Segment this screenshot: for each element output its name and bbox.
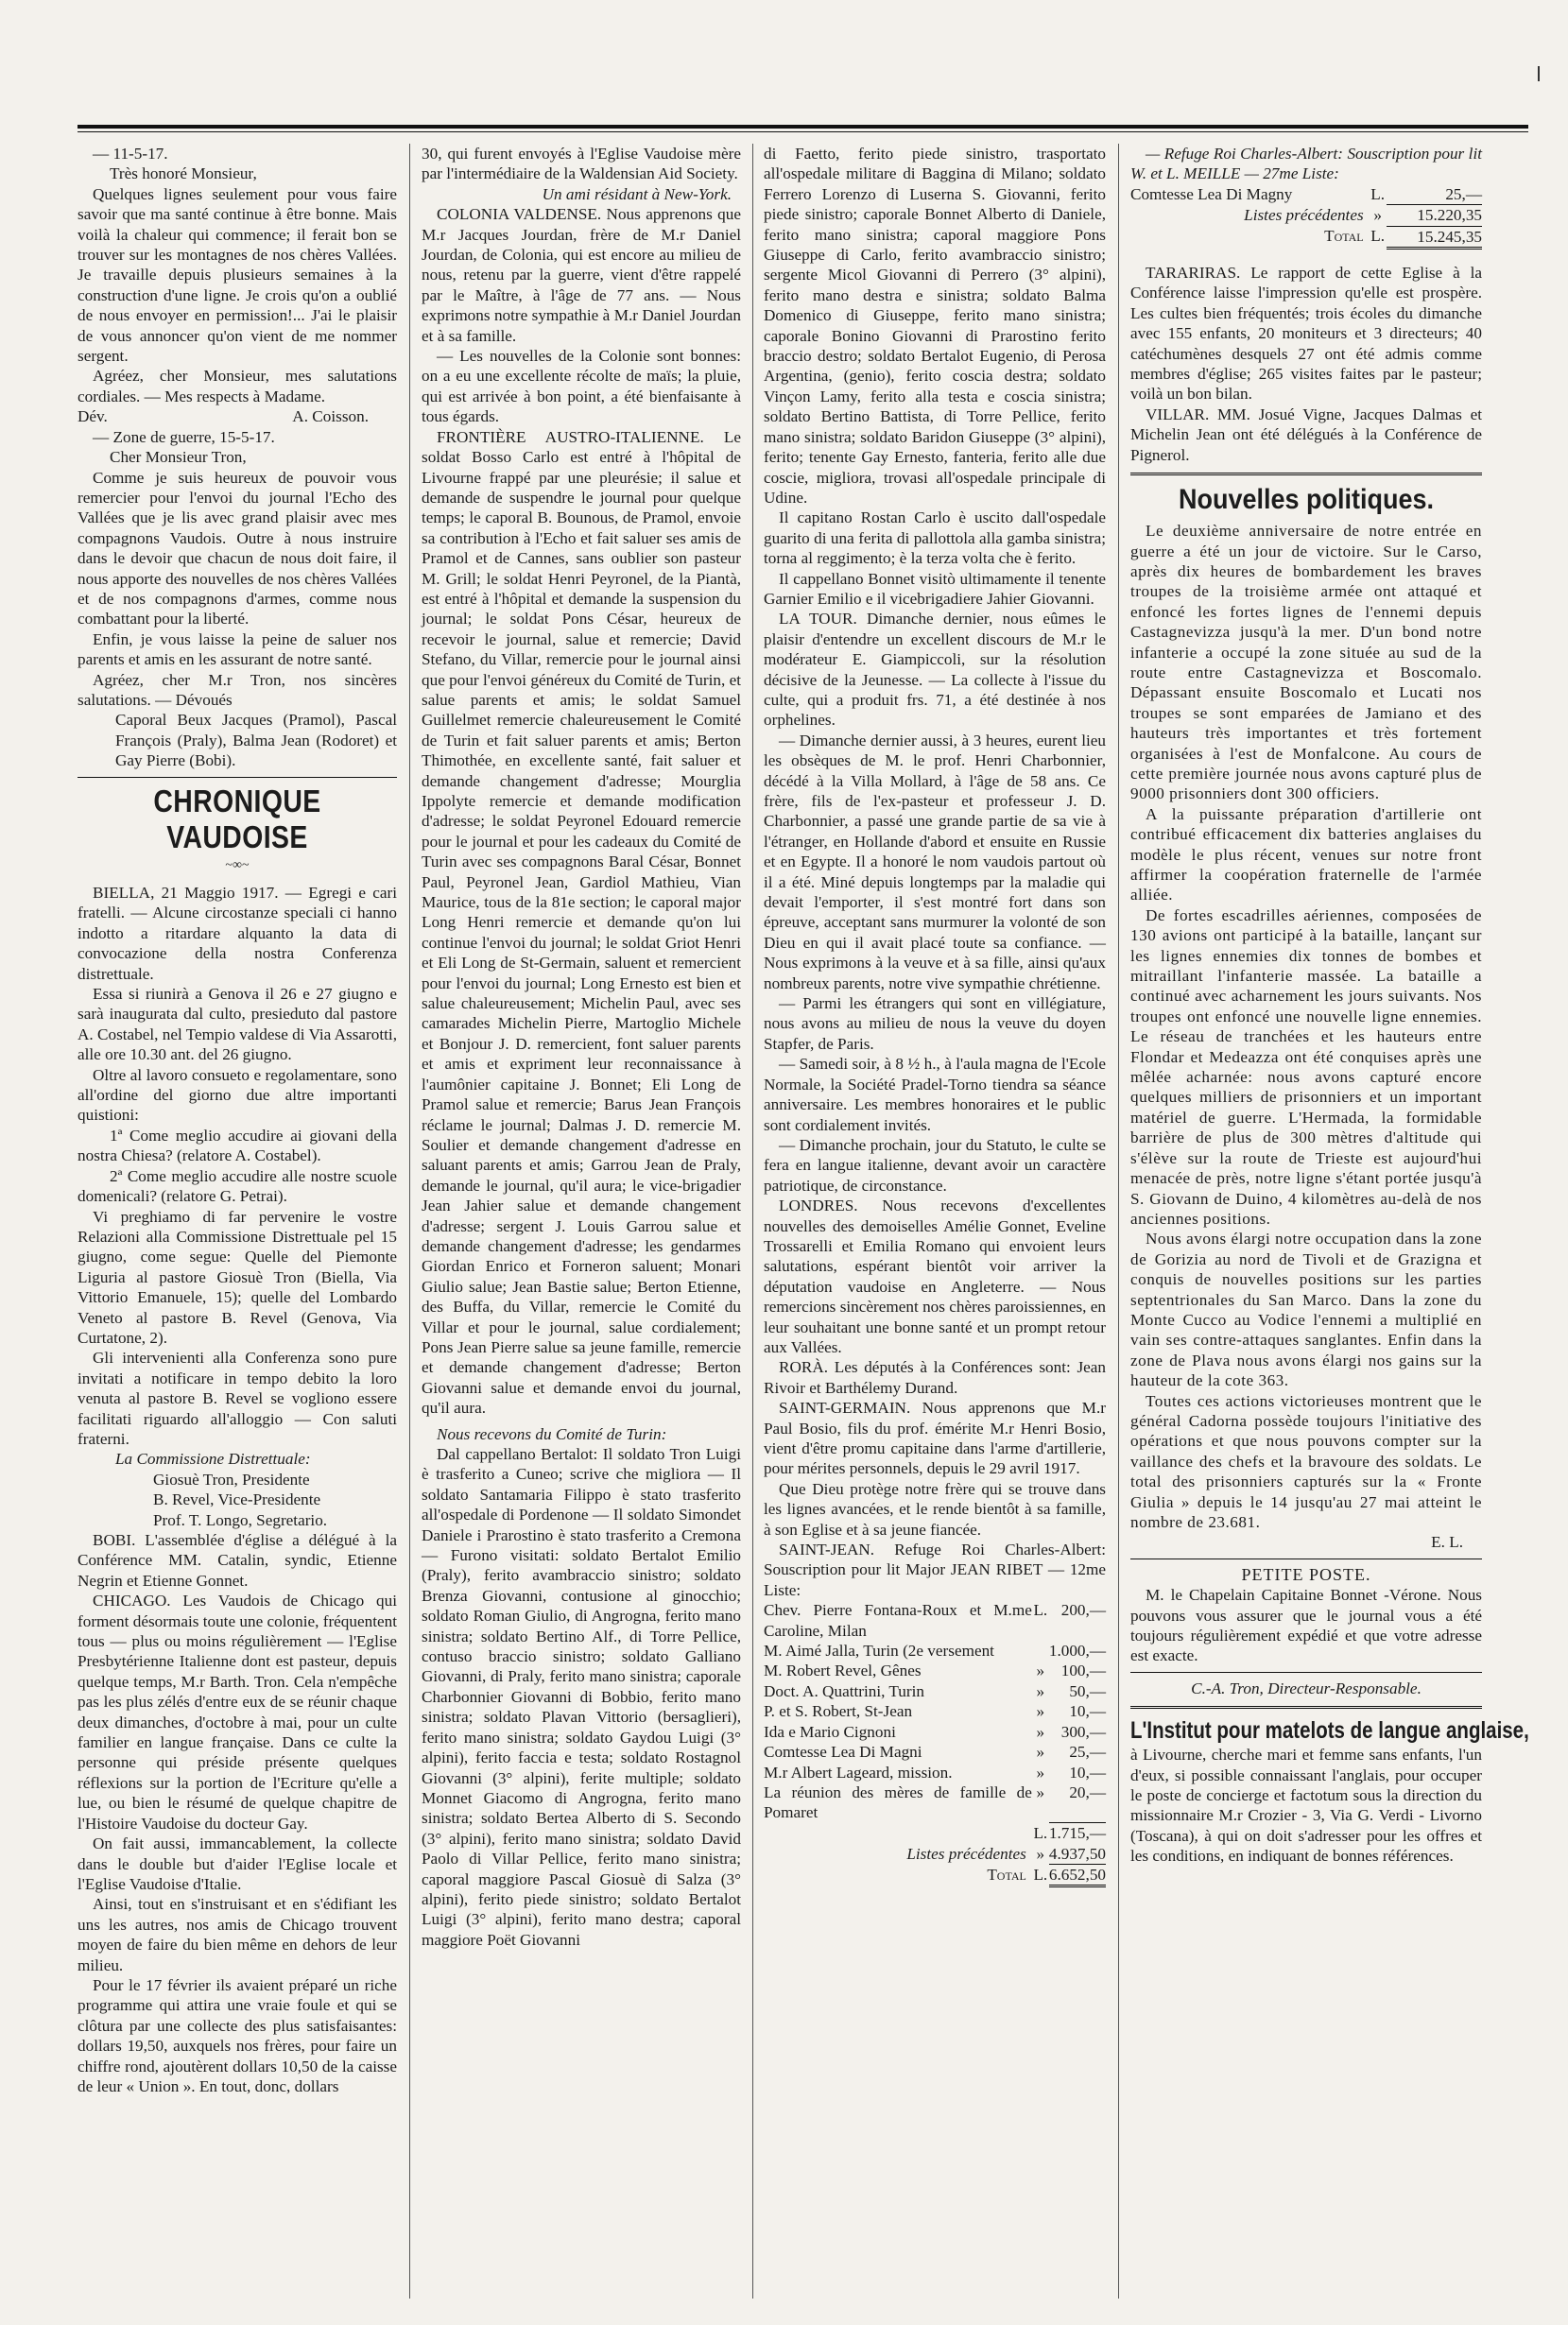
subscriber-name: Comtesse Lea Di Magni [764, 1743, 922, 1762]
subscription-total-row [1130, 226, 1482, 248]
letter-greeting: Très honoré Monsieur, [110, 164, 257, 183]
article-paragraph: Dal cappellano Bertalot: Il soldato Tron Luigi è trasferito a Cuneo; scrive che migliora — Il soldato Santamaria Filippo è stato trasferito all'ospedale di Pordenone — Il soldato Simondet Daniele i Prarostino è stato trasferito a Cremona — Furono visitati: soldato Bertalot Emilio (Praly), ferito avambraccio sinistro; soldato Brenza Giovanni, contusione al ginocchio; soldato Roman Giulio, di Angrogna, ferito mano sinistra; soldato Bertino Alf., di Torre Pellice, contuso braccio sinistro; soldato Galliano Giovanni, di Praly, ferito mano sinistra; caporale Charbonnier Giovanni di Bobbio, ferito mano sinistra; soldato Plavan Vittorio (bersaglieri), ferito mano sinistra; soldato Gaydou Luigi (3° alpini), ferito faccia e testa; soldato Rostagnol Giovanni (3° alpini), ferite multiple; soldato Monnet Giacomo di Angrogna, ferito mano sinistra; soldato Bertea Alberto di S. Secondo (3° alpini), ferito mano sinistra; soldato David Paolo di Villar Pellice, ferito mano sinistra; caporal maggiore Pascal Giosuè di Salza (3° alpini), ferito piede sinistro; soldato Bertalot Luigi (3° alpini), ferito mano destra; caporal maggiore Poët Giovanni [422, 1445, 741, 1949]
prev-amount: 15.220,35 [1387, 205, 1482, 226]
subscription-subtotal-row [764, 1823, 1106, 1844]
subscription-row [764, 1742, 1106, 1762]
column-4 [1130, 144, 1529, 2299]
subscriber-amount: 10,— [1069, 1763, 1106, 1782]
column-1 [78, 144, 397, 2299]
ad-title: L'Institut pour matelots de langue anglaise, [1130, 1717, 1529, 1745]
total-amount: 6.652,50 [1049, 1865, 1106, 1886]
article-paragraph: Gli intervenienti alla Conferenza sono pure invitati a notificare in tempo debito la loro venuta al pastore B. Revel se vogliono essere facilitati riguardo all'alloggio — Con saluti fraterni. [78, 1349, 397, 1448]
article-paragraph: — Dimanche dernier aussi, à 3 heures, eurent lieu les obsèques de M. le prof. Henri Charbonnier, décédé à la Villa Mollard, à l'âge de 58 ans. Ce frère, fils de l'ex-pasteur et professeur J. D. Charbonnier, a passé une grande partie de sa vie à l'étranger, en Hollande d'abord et ensuite en Russie et en Egypte. Il a honoré le nom vaudois partout où il a été. Miné depuis longtemps par la maladie qui devait l'emporter, il s'est montré fort dans son épreuve, acceptant sans murmurer la volonté de son Dieu en qui il avait placé toute sa confiance. — Nous exprimons à la veuve et à sa fille, ainsi qu'aux nombreux parents, notre vive sympathie chrétienne. [764, 731, 1106, 992]
prev-label: Listes précédentes [906, 1844, 1026, 1863]
letter-body: Quelques lignes seulement pour vous faire savoir que ma santé continue à être bonne. Mais voilà la chaleur qui commence; il ferait bon se trouver sur les montagnes de nos chères Vallées. Je travaille depuis plusieurs semaines à la construction d'une ligne. Je crois qu'on a oublié de nous envoyer en permission!... J'ai le plaisir de vous annoncer qu'on vient de me nommer sergent. [78, 184, 397, 366]
publisher-line: C.-A. Tron, Directeur-Responsable. [1191, 1679, 1422, 1697]
subscriber-amount: 200,— [1060, 1601, 1106, 1620]
letter-greeting: Cher Monsieur Tron, [110, 448, 247, 467]
article-paragraph: 2ª Come meglio accudire alle nostre scuole domenicali? (relatore G. Petrai). [78, 1166, 397, 1206]
ornament: ~∞~ [225, 857, 250, 872]
letter-date: — 11-5-17. [93, 145, 168, 163]
total-label: Total [987, 1865, 1026, 1884]
currency: » [1036, 1722, 1045, 1741]
subscriber-amount: 25,— [1069, 1743, 1106, 1762]
article-paragraph: TARARIRAS. Le rapport de cette Eglise à la Conférence laisse l'impression qu'elle est prospère. Les cultes bien fréquentés; trois écoles du dimanche avec 155 enfants, 20 moniteurs et 3 directeurs; 40 catéchumènes desquels 27 ont été admis comme membres d'église; 265 visites faites par le pasteur; voilà un bon bilan. [1130, 264, 1482, 404]
subscription-row [764, 1722, 1106, 1742]
subscription-prev-row [764, 1844, 1106, 1865]
article-paragraph: BIELLA, 21 Maggio 1917. — Egregi e cari fratelli. — Alcune circostanze speciali ci hanno indotto a ritardare alquanto la data di convocazione della nostra Conferenza distrettuale. [78, 884, 397, 983]
signature-left: Dév. [78, 407, 108, 426]
subscriber-name: M.r Albert Lageard, mission. [764, 1763, 953, 1782]
commission-member: Prof. T. Longo, Segretario. [153, 1510, 328, 1529]
letter-signature [78, 406, 397, 426]
subscription-table [1130, 184, 1482, 250]
currency: » [1036, 1743, 1045, 1762]
commission-member: B. Revel, Vice-Presidente [153, 1490, 321, 1509]
article-paragraph: SAINT-GERMAIN. Nous apprenons que M.r Paul Bosio, fils du prof. émérite M.r Henri Bosio, vient d'être promu capitaine dans l'arme d'artillerie, pour mérites personnels, depuis le 29 avril 1917. [764, 1399, 1106, 1478]
section-title: PETITE POSTE. [1241, 1564, 1371, 1584]
article-paragraph: COLONIA VALDENSE. Nous apprenons que M.r Jacques Jourdan, frère de M.r Daniel Jourdan, de Colonia, qui est encore au milieu de nous, retenu par la guerre, vient d'être rappelé par le Maître, à l'âge de 77 ans. — Nous exprimons notre sympathie à M.r Daniel Jourdan et à sa famille. [422, 205, 741, 345]
total-label: Total [1324, 227, 1364, 246]
subscription-row [1130, 184, 1482, 205]
currency: L. [1033, 1823, 1048, 1842]
signature-right: A. Coisson. [292, 407, 369, 426]
top-rule [78, 125, 1528, 132]
column-3 [764, 144, 1106, 2299]
article-paragraph: di Faetto, ferito piede sinistro, trasportato all'ospedale militare di Baggina di Milano; soldato Ferrero Lorenzo di Luserna S. Giovanni, ferito piede sinistro; caporale Bonnet Alberto di Daniele, ferito mano sinistra; caporal maggiore Pons Giuseppe di Carlo, ferito avambraccio sinistro; sergente Micol Giovanni di Perrero (3° alpini), ferito mano destra e sinistra; soldato Balma Domenico di Giuseppe, ferito mano sinistra; caporale Bonino Giovanni di Prarostino ferito braccio destro; soldato Bertalot Eugenio, di Perosa Argentina, (genio), ferito coscia destra; soldato Vinçon Lamy, ferito alla testa e coscia sinistra; soldato Bertino Battista, di Torre Pellice, ferito mano sinistra; soldato Baridon Giuseppe (3° alpini), ferito; tenente Gay Ernesto, fanteria, ferito alle due coscie, migliora, trovasi all'ospedale principale di Udine. [764, 145, 1106, 507]
subscriber-name: Ida e Mario Cignoni [764, 1722, 896, 1741]
article-signature: Un ami résidant à New-York. [542, 184, 732, 203]
subscriber-amount: 25,— [1445, 184, 1482, 203]
article-paragraph: LONDRES. Nous recevons d'excellentes nouvelles des demoiselles Amélie Gonnet, Eveline Trossarelli et Emilia Romano qui envoient leurs salutations, espérant bientôt voir arriver la députation vaudoise en Angleterre. — Nous remercions sincèrement nos chères paroissiennes, en leur souhaitant une bonne santé et un prompt retour aux Vallées. [764, 1197, 1106, 1356]
margin-mark [1538, 66, 1540, 81]
prev-label: Listes précédentes [1244, 205, 1364, 224]
subscriber-name: M. Robert Revel, Gênes [764, 1662, 922, 1680]
article-paragraph: Ainsi, tout en s'instruisant et en s'édifiant les uns les autres, nos amis de Chicago trouvent moyen de faire du bien même en dehors de leur milieu. [78, 1895, 397, 1974]
article-paragraph: BOBI. L'assemblée d'église a délégué à la Conférence MM. Catalin, syndic, Etienne Negrin et Etienne Gonnet. [78, 1531, 397, 1590]
subscription-row [764, 1701, 1106, 1721]
column-separator [1118, 144, 1119, 2299]
subscriber-name: La réunion des mères de famille de Pomaret [764, 1782, 1032, 1822]
article-paragraph: A la puissante préparation d'artillerie ont contribué efficacement dix batteries anglaises du modèle le plus récent, venues sur notre front affirmer la coopération fraternelle de l'armée alliée. [1130, 804, 1482, 904]
subscription-heading: SAINT-JEAN. Refuge Roi Charles-Albert: Souscription pour lit Major JEAN RIBET — 12me Liste: [764, 1541, 1106, 1599]
article-paragraph: Vi preghiamo di far pervenire le vostre Relazioni alla Commissione Distrettuale pel 15 giugno, come segue: Quelle del Piemonte Liguria al pastore Giosuè Tron (Biella, Via Vittorio Emanuele, 15); quelle del Lombardo Veneto al pastore B. Revel (Genova, Via Curtatone, 2). [78, 1207, 397, 1347]
currency: » [1036, 1681, 1045, 1700]
letter-date: — Zone de guerre, 15-5-17. [93, 427, 275, 446]
article-paragraph: VILLAR. MM. Josué Vigne, Jacques Dalmas et Michelin Jean ont été délégués à la Conférence de Pignerol. [1130, 405, 1482, 464]
article-paragraph: — Samedi soir, à 8 ½ h., à l'aula magna de l'Ecole Normale, la Société Pradel-Torno tiendra sa séance anniversaire. Les membres honoraires et le public sont cordialement invités. [764, 1055, 1106, 1134]
subscriber-name: Doct. A. Quattrini, Turin [764, 1681, 924, 1700]
section-title: CHRONIQUE VAUDOISE [153, 783, 321, 854]
currency: » [1373, 205, 1382, 224]
currency: L. [1033, 1601, 1048, 1620]
commission-title: La Commissione Distrettuale: [115, 1450, 311, 1469]
article-paragraph: On fait aussi, immancablement, la collecte dans le double but d'aider l'Eglise locale et l'Eglise Vaudoise d'Italie. [78, 1834, 397, 1893]
subscriber-amount: 20,— [1069, 1782, 1106, 1801]
currency: » [1036, 1782, 1045, 1801]
column-separator [409, 144, 410, 2299]
total-amount: 15.245,35 [1387, 226, 1482, 248]
ad-body: à Livourne, cherche mari et femme sans enfants, l'un d'eux, si possible connaissant l'anglais, pour occuper le poste de concierge et factotum sous la direction du missionnaire M.r Crozier - 3, Via G. Verdi - Livorno (Toscana), à qui on doit s'adresser pour les offres et les conditions, en indiquant de bonnes références. [1130, 1746, 1482, 1866]
article-paragraph: Toutes ces actions victorieuses montrent que le général Cadorna possède toujours l'initiative des opérations et que nous pouvons compter sur la vaillance des chefs et la bravoure des soldats. Le total des prisonniers capturés sur la « Fronte Giulia » depuis le 14 jusqu'au 27 mai atteint le nombre de 23.681. [1130, 1391, 1482, 1531]
currency: » [1036, 1844, 1045, 1863]
prev-amount: 4.937,50 [1048, 1844, 1106, 1863]
article-paragraph: Pour le 17 février ils avaient préparé un riche programme qui attira une vraie foule et qui se clôtura par une collecte des plus satisfaisantes: dollars 19,50, auxquels nos frères, pour faire un chiffre rond, ajoutèrent dollars 10,50 de la caisse de leur « Union ». En tout, donc, dollars [78, 1975, 397, 2095]
subscriber-name: Comtesse Lea Di Magny [1130, 184, 1293, 203]
subscription-row [764, 1600, 1106, 1641]
article-paragraph: M. le Chapelain Capitaine Bonnet -Vérone. Nous pouvons vous assurer que le journal vous a été toujours régulièrement expédié et que votre adresse est exacte. [1130, 1586, 1482, 1665]
letter-close: Agréez, cher Monsieur, mes salutations cordiales. — Mes respects à Madame. [78, 367, 397, 405]
commission-member: Giosuè Tron, Presidente [153, 1470, 310, 1489]
article-paragraph: Nous avons élargi notre occupation dans la zone de Gorizia au nord de Tivoli et de Grazigna et conquis de nouvelles positions sur les parties septentrionales du San Marco. Dans la zone du Monte Cucco au Vodice l'ennemi a multiplié en vain ses contre-attaques sanglantes. Enfin dans la zone de Plava nous avons élargi nos gains sur la hauteur de la cote 363. [1130, 1230, 1482, 1390]
subtotal-amount: 1.715,— [1048, 1824, 1106, 1843]
divider [78, 777, 397, 778]
article-paragraph: Il cappellano Bonnet visitò ultimamente il tenente Garnier Emilio e il vicebrigadiere Jahier Giovanni. [764, 569, 1106, 608]
currency [1032, 1641, 1049, 1661]
subscription-row [764, 1661, 1106, 1680]
subscriber-name: Chev. Pierre Fontana-Roux et M.me Caroline, Milan [764, 1601, 1032, 1640]
subscription-prev-row [1130, 205, 1482, 226]
subscriber-name: M. Aimé Jalla, Turin (2e versement [764, 1642, 994, 1661]
article-paragraph: De fortes escadrilles aériennes, composées de 130 avions ont participé à la bataille, lançant sur les lignes ennemies dix tonnes de bombes et mitraillant l'infanterie massée. La bataille a continué avec acharnement les jours suivants. Nos troupes ont enfoncé une nouvelle ligne ennemies. Le réseau de tranchées et les hauteurs entre Flondar et Medeazza ont été conquises après une mêlée acharnée: nous avons capturé encore quelques milliers de prisonniers et un important matériel de guerre. L'Hermada, la formidable barrière de plus de 300 mètres d'altitude qui s'élève sur la route de Trieste est aujourd'hui menacée de près, notre ligne s'étant portée jusqu'à S. Giovann de Duino, 4 kilomètres au-delà de nos anciennes positions. [1130, 905, 1482, 1228]
subscription-row [764, 1641, 1106, 1661]
currency: » [1036, 1662, 1045, 1680]
letter-body: Agréez, cher M.r Tron, nos sincères salutations. — Dévoués [78, 670, 397, 709]
currency: L. [1370, 227, 1386, 246]
letter-body: Enfin, je vous laisse la peine de saluer nos parents et amis en les assurant de notre santé. [78, 629, 397, 669]
currency: L. [1033, 1865, 1048, 1884]
article-paragraph: 30, qui furent envoyés à l'Eglise Vaudoise mère par l'intermédiaire de la Waldensian Aid Society. [422, 145, 741, 183]
currency: L. [1370, 184, 1386, 203]
subscriber-name: P. et S. Robert, St-Jean [764, 1702, 913, 1721]
divider [1130, 1672, 1482, 1673]
subscription-heading: — Refuge Roi Charles-Albert: Souscription pour lit W. et L. MEILLE — 27me Liste: [1130, 145, 1482, 183]
subscriber-amount: 100,— [1060, 1662, 1106, 1680]
article-paragraph: — Les nouvelles de la Colonie sont bonnes: on a eu une excellente récolte de maïs; la pluie, qui est arrivée à bon point, a été bienfaisante à tous égards. [422, 347, 741, 426]
article-signature: E. L. [1431, 1533, 1463, 1552]
subscriber-amount: 300,— [1060, 1722, 1106, 1741]
subscription-table [764, 1600, 1106, 1887]
letter-signature: Caporal Beux Jacques (Pramol), Pascal François (Praly), Balma Jean (Rodoret) et Gay Pierre (Bobi). [115, 711, 397, 770]
section-title: Nouvelles politiques. [1178, 484, 1435, 516]
article-paragraph: 1ª Come meglio accudire ai giovani della nostra Chiesa? (relatore A. Costabel). [78, 1126, 397, 1165]
article-paragraph: Essa si riunirà a Genova il 26 e 27 giugno e sarà inaugurata dal culto, presieduto dal pastore A. Costabel, nel Tempio valdese di Via Assarotti, alle ore 10.30 ant. del 26 giugno. [78, 985, 397, 1064]
subscriber-amount: 50,— [1069, 1681, 1106, 1700]
article-paragraph: RORÀ. Les députés à la Conférences sont: Jean Rivoir et Barthélemy Durand. [764, 1358, 1106, 1397]
column-separator [752, 144, 753, 2299]
currency: » [1036, 1702, 1045, 1721]
article-paragraph: — Dimanche prochain, jour du Statuto, le culte se fera en langue italienne, devant avoir un caractère patriotique, de circonstance. [764, 1135, 1106, 1195]
divider [1130, 473, 1482, 475]
column-2 [422, 144, 741, 2299]
article-paragraph: LA TOUR. Dimanche dernier, nous eûmes le plaisir d'entendre un excellent discours de M.r le modérateur E. Giampiccoli, sur la résolution décisive de la Jeunesse. — La collecte à l'issue du culte, qui a produit frs. 71, a été destinée à nos orphelines. [764, 610, 1106, 730]
subscriber-amount: 1.000,— [1048, 1642, 1106, 1661]
subscriber-amount: 10,— [1069, 1702, 1106, 1721]
article-paragraph: Il capitano Rostan Carlo è uscito dall'ospedale guarito di una ferita di pallottola alla gamba sinistra; torna al reggimento; è la terza volta che è ferito. [764, 508, 1106, 568]
letter-body: Comme je suis heureux de pouvoir vous remercier pour l'envoi du journal l'Echo des Vallées que je lis avec grand plaisir avec mes compagnons Vaudois. Outre à nous instruire dans le devoir que chacun de nous doit faire, il nous apporte des nouvelles de nos chères Vallées et de nos compagnons d'armes, comme nous combattant pour la liberté. [78, 468, 397, 629]
subscription-row [764, 1782, 1106, 1823]
subscription-total-row [764, 1865, 1106, 1886]
article-paragraph: — Parmi les étrangers qui sont en villégiature, nous avons au milieu de nous la veuve du doyen Stapfer, de Paris. [764, 994, 1106, 1053]
article-paragraph: Oltre al lavoro consueto e regolamentare, sono all'ordine del giorno due altre importanti quistioni: [78, 1065, 397, 1125]
article-paragraph: CHICAGO. Les Vaudois de Chicago qui forment désormais toute une colonie, fréquentent tous — plus ou moins régulièrement — l'Eglise Presbytérienne Italienne dont est pasteur, depuis quelque temps, M.r Barth. Tron. Cela n'empêche pas les plus zélés d'entre eux de se réunir chaque deux dimanches, d'octobre à mai, pour un culte familier en langue française. Dans ce culte la personne qui préside présente quelques réflexions sur la portion de l'Ecriture qu'elle a lue, ou bien le résumé de quelque chapitre de l'Histoire Vaudoise du docteur Gay. [78, 1592, 397, 1833]
divider [1130, 1706, 1482, 1709]
article-paragraph: Que Dieu protège notre frère qui se trouve dans les lignes avancées, et le rende bientôt à sa famille, à son Eglise et à sa jeune fiancée. [764, 1479, 1106, 1539]
subheading: Nous recevons du Comité de Turin: [437, 1424, 667, 1443]
subscription-row [764, 1763, 1106, 1782]
currency: » [1036, 1763, 1045, 1782]
article-paragraph: FRONTIÈRE AUSTRO-ITALIENNE. Le soldat Bosso Carlo est entré à l'hôpital de Livourne frappé par une pleurésie; il salue et demande de suspendre le journal pour quelque temps; le caporal B. Bounous, de Pramol, envoie sa contribution à l'Echo et fait saluer ses amis de Pramol et de Cannes, sans oublier son pasteur M. Grill; le soldat Henri Peyronel, de la Piantà, est entré à l'hôpital et demande la suspension du journal; le soldat Pons César, heureux de recevoir le journal, salue et remercie; David Stefano, du Villar, remercie pour le journal ainsi que pour l'envoi généreux du Comité de Turin, et salue parents et amis; le soldat Samuel Guillelmet remercie chaleureusement le Comité de Turin et fait saluer parents et amis; Berton Thimothée, en excellente santé, fait saluer et demande changement d'adresse; Mourglia Ippolyte remercie et demande modification d'adresse; le soldat Peyronel Edouard remercie pour le journal et pour les cadeaux du Comité de Turin avec ses compagnons Baral César, Bonnet Paul, Peyronel Jean, Gardiol Mathieu, Vian Maurice, tous de la 81e section; le caporal major Long Henri remercie et demande qu'on lui continue l'envoi du journal; le soldat Griot Henri et Eli Long de St-Germain, saluent et remercient pour l'envoi du journal; Long Ernesto est bien et salue chaleureusement; Michelin Paul, avec ses camarades Michelin Pierre, Martoglio Michele et Bonjour J. D. remercient, font saluer parents et amis et expriment leur reconnaissance à l'aumônier capitaine J. Bonnet; Eli Long de Pramol salue et remercie; Barus Jean François réclame le journal; Dalmas J. D. remercie M. Soulier et demande changement d'adresse en saluant parents et amis; Garrou Jean de Praly, demande le journal, qu'il aura; le vice-brigadier Jean Jahier salue et demande changement d'adresse; sergent J. Louis Garrou salue et demande changement d'adresse; les gendarmes Giordan Enrico et Forneron saluent; Monari Giulio salue; Jean Bastie salue; Berton Etienne, des Buffa, du Villar, remercie le Comité du Villar et pour le journal, salue cordialement; Pons Jean Pierre salue sa jeune famille, remercie et demande changement d'adresse; Berton Giovanni salue et demande envoi du journal, qu'il aura. [422, 427, 741, 1418]
subscription-row [764, 1681, 1106, 1701]
article-paragraph: Le deuxième anniversaire de notre entrée en guerre a été un jour de victoire. Sur le Carso, après dix heures de bombardement les braves troupes de la troisième armée ont attaqué et enfoncé les fortes lignes de l'ennemi depuis Castagnevizza jusqu'à la mer. D'un bond notre infanterie a occupé la zone située au sud de la route entre Castagnevizza et Boscomalo. Dépassant ensuite Boscomalo et Lucati nos troupes se sont emparées de Jamiano et des hauteurs très importantes et très fortement organisées à l'est de Monfalcone. Au cours de cette première journée nous avons capturé plus de 9000 prisonniers dont 300 officiers. [1130, 522, 1482, 803]
